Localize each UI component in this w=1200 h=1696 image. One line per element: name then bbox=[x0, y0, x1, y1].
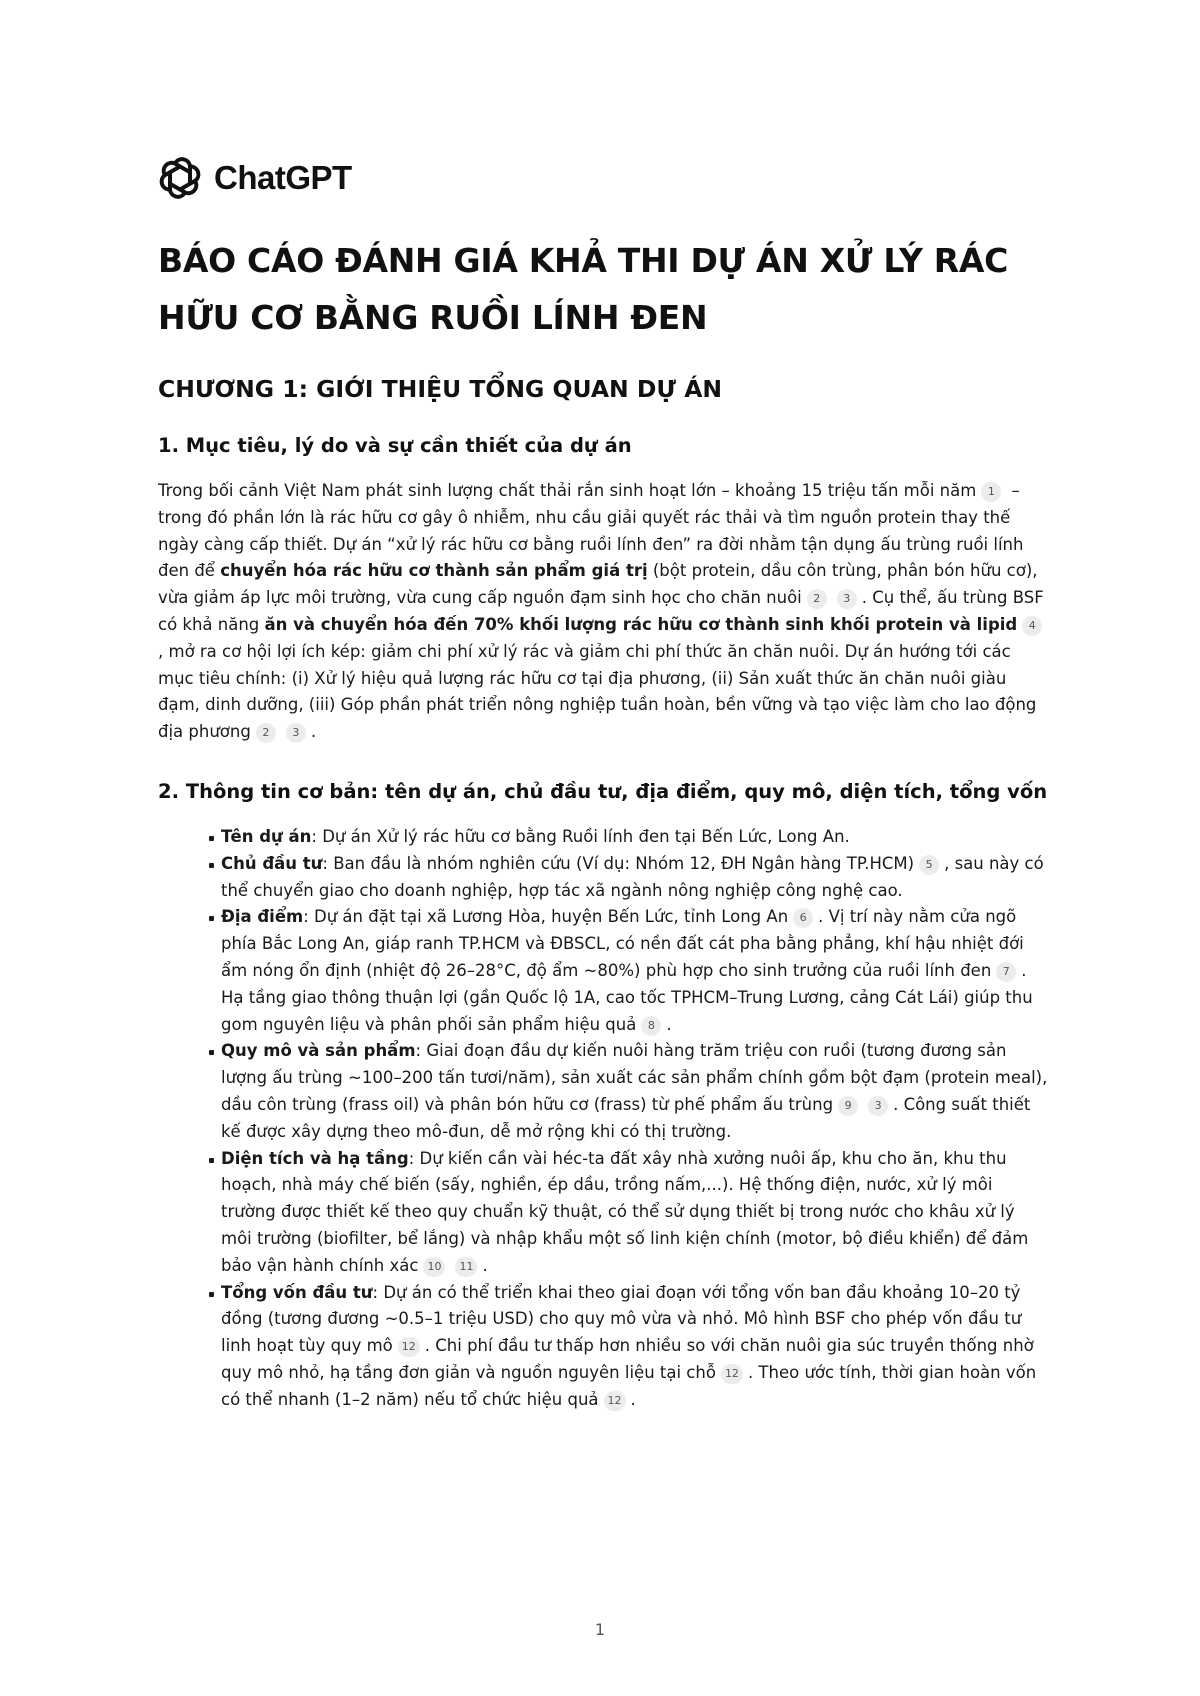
citation-badge[interactable]: 12 bbox=[604, 1391, 626, 1411]
citation-badge[interactable]: 10 bbox=[423, 1257, 445, 1277]
list-item-location: Địa điểm: Dự án đặt tại xã Lương Hòa, huyện Bến Lức, tỉnh Long An 6 . Vị trí này nằm cửa ngõ phía Bắc Long An, giáp ranh TP.HCM và ĐBSCL, có nền đất cát pha bằng phẳng, khí hậu nhiệt đới ẩm nóng ổn định (nhiệt độ 26–28°C, độ ẩm ~80%) phù hợp cho sinh trưởng của ruồi lính đen 7 . Hạ tầng giao thông thuận lợi (gần Quốc lộ 1A, cao tốc TPHCM–Trung Lương, cảng Cát Lái) giúp thu gom nguyên liệu và phân phối sản phẩm hiệu quả 8 . bbox=[209, 904, 1050, 1038]
citation-badge[interactable]: 9 bbox=[838, 1096, 858, 1116]
citation-badge[interactable]: 11 bbox=[455, 1257, 477, 1277]
openai-logo-icon bbox=[158, 156, 202, 200]
list-item-capital: Tổng vốn đầu tư: Dự án có thể triển khai theo giai đoạn với tổng vốn ban đầu khoảng 10–20 tỷ đồng (tương đương ~0.5–1 triệu USD) cho quy mô vừa và nhỏ. Mô hình BSF cho phép vốn đầu tư linh hoạt tùy quy mô 12 . Chi phí đầu tư thấp hơn nhiều so với chăn nuôi gia súc truyền thống nhờ quy mô nhỏ, hạ tầng đơn giản và nguồn nguyên liệu tại chỗ 12 . Theo ước tính, thời gian hoàn vốn có thể nhanh (1–2 năm) nếu tổ chức hiệu quả 12 . bbox=[209, 1280, 1050, 1414]
citation-badge[interactable]: 2 bbox=[807, 589, 827, 609]
citation-badge[interactable]: 3 bbox=[837, 589, 857, 609]
citation-badge[interactable]: 4 bbox=[1022, 616, 1042, 636]
section-1-heading: 1. Mục tiêu, lý do và sự cần thiết của dự án bbox=[158, 434, 632, 457]
citation-badge[interactable]: 2 bbox=[256, 723, 276, 743]
citation-badge[interactable]: 1 bbox=[981, 482, 1001, 502]
list-item-project-name: Tên dự án: Dự án Xử lý rác hữu cơ bằng Ruồi lính đen tại Bến Lức, Long An. bbox=[209, 824, 1050, 851]
citation-badge[interactable]: 3 bbox=[286, 723, 306, 743]
page-number: 1 bbox=[594, 1620, 606, 1639]
citation-badge[interactable]: 12 bbox=[398, 1337, 420, 1357]
section-2-heading: 2. Thông tin cơ bản: tên dự án, chủ đầu tư, địa điểm, quy mô, diện tích, tổng vốn bbox=[158, 779, 1048, 803]
report-title: BÁO CÁO ĐÁNH GIÁ KHẢ THI DỰ ÁN XỬ LÝ RÁC HỮU CƠ BẰNG RUỒI LÍNH ĐEN bbox=[158, 241, 1008, 337]
list-item-investor: Chủ đầu tư: Ban đầu là nhóm nghiên cứu (Ví dụ: Nhóm 12, ĐH Ngân hàng TP.HCM) 5 , sau này có thể chuyển giao cho doanh nghiệp, hợp tác xã ngành nông nghiệp công nghệ cao. bbox=[209, 851, 1050, 905]
chatgpt-logo bbox=[158, 155, 352, 201]
citation-badge[interactable]: 6 bbox=[793, 908, 813, 928]
citation-badge[interactable]: 12 bbox=[721, 1364, 743, 1384]
list-item-area: Diện tích và hạ tầng: Dự kiến cần vài héc-ta đất xây nhà xưởng nuôi ấp, khu cho ăn, khu thu hoạch, nhà máy chế biến (sấy, nghiền, ép dầu, trồng nấm,...). Hệ thống điện, nước, xử lý môi trường được thiết kế theo quy chuẩn kỹ thuật, có thể sử dụng thiết bị trong nước cho khâu xử lý môi trường (biofilter, bể lắng) và nhập khẩu một số linh kiện chính (motor, bộ điều khiển) để đảm bảo vận hành chính xác 10 11 . bbox=[209, 1146, 1050, 1280]
citation-badge[interactable]: 5 bbox=[919, 855, 939, 875]
brand-name: ChatGPT bbox=[214, 159, 352, 196]
citation-badge[interactable]: 7 bbox=[996, 962, 1016, 982]
citation-badge[interactable]: 8 bbox=[641, 1016, 661, 1036]
project-info-list bbox=[209, 824, 1050, 1414]
section-1-paragraph: Trong bối cảnh Việt Nam phát sinh lượng chất thải rắn sinh hoạt lớn – khoảng 15 triệu tấn mỗi năm 1 – trong đó phần lớn là rác hữu cơ gây ô nhiễm, nhu cầu giải quyết rác thải và tìm nguồn protein thay thế ngày càng cấp thiết. Dự án “xử lý rác hữu cơ bằng ruồi lính đen” ra đời nhằm tận dụng ấu trùng ruồi lính đen để chuyển hóa rác hữu cơ thành sản phẩm giá trị (bột protein, dầu côn trùng, phân bón hữu cơ), vừa giảm áp lực môi trường, vừa cung cấp nguồn đạm sinh học cho chăn nuôi 2 3 . Cụ thể, ấu trùng BSF có khả năng ăn và chuyển hóa đến 70% khối lượng rác hữu cơ thành sinh khối protein và lipid 4, mở ra cơ hội lợi ích kép: giảm chi phí xử lý rác và giảm chi phí thức ăn chăn nuôi. Dự án hướng tới các mục tiêu chính: (i) Xử lý hiệu quả lượng rác hữu cơ tại địa phương, (ii) Sản xuất thức ăn chăn nuôi giàu đạm, dinh dưỡng, (iii) Góp phần phát triển nông nghiệp tuần hoàn, bền vững và tạo việc làm cho lao động địa phương 2 3 . bbox=[158, 481, 1044, 742]
list-item-scale: Quy mô và sản phẩm: Giai đoạn đầu dự kiến nuôi hàng trăm triệu con ruồi (tương đương sản lượng ấu trùng ~100–200 tấn tươi/năm), sản xuất các sản phẩm chính gồm bột đạm (protein meal), dầu côn trùng (frass oil) và phân bón hữu cơ (frass) từ phế phẩm ấu trùng 9 3 . Công suất thiết kế được xây dựng theo mô-đun, dễ mở rộng khi có thị trường. bbox=[209, 1038, 1050, 1145]
citation-badge[interactable]: 3 bbox=[868, 1096, 888, 1116]
chapter-heading: CHƯƠNG 1: GIỚI THIỆU TỔNG QUAN DỰ ÁN bbox=[158, 375, 723, 403]
document-body bbox=[158, 232, 1050, 1414]
